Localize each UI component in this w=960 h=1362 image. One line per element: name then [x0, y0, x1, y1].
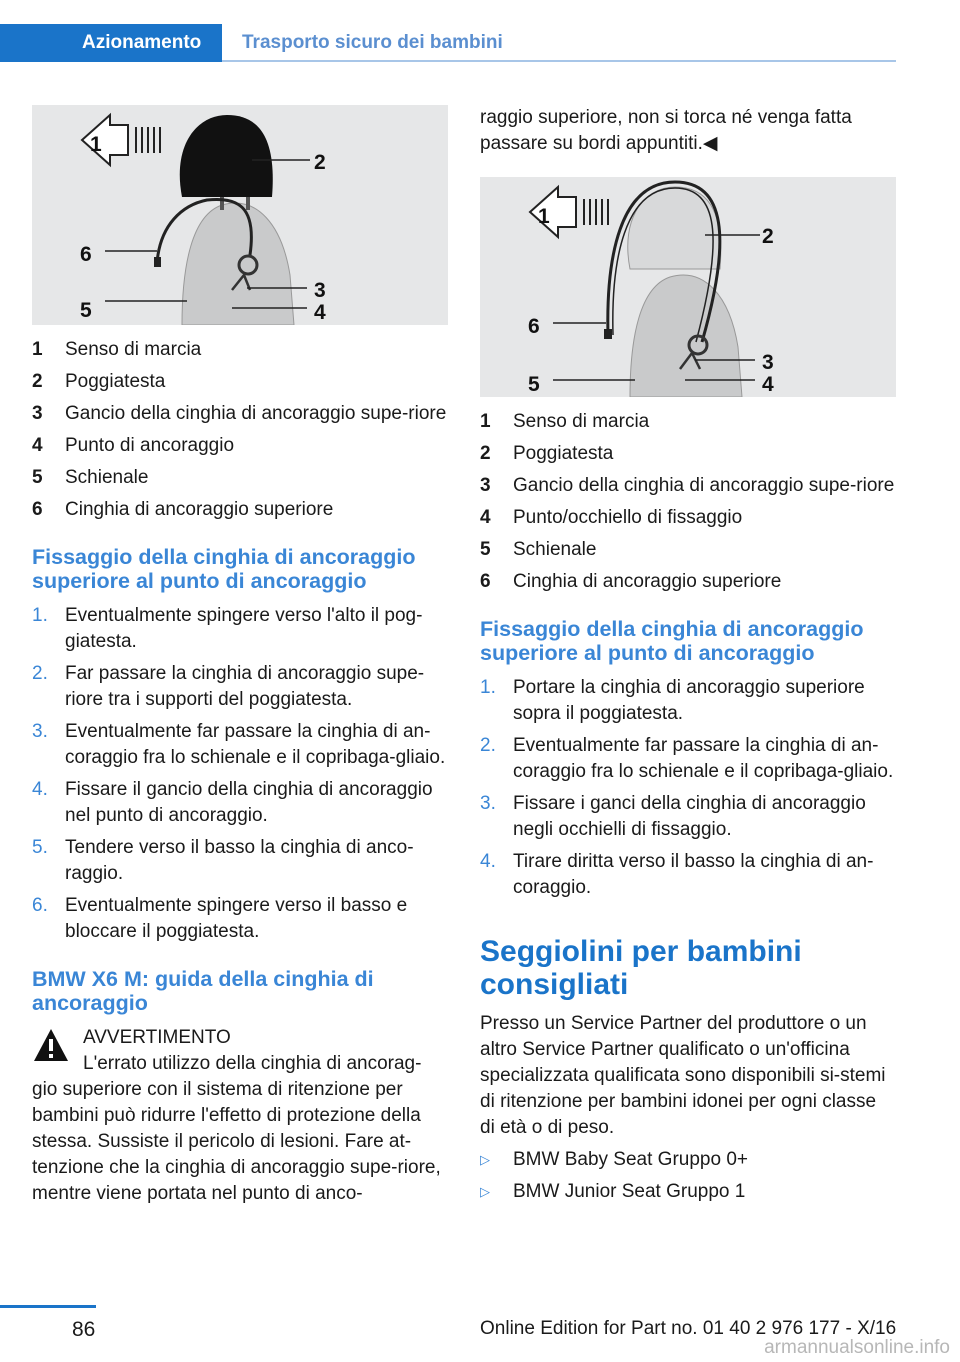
- procedure-steps: [32, 603, 448, 945]
- step-text: Fissare il gancio della cinghia di ancoraggio nel punto di ancoraggio.: [65, 779, 433, 826]
- step-item: [480, 791, 896, 843]
- step-item: [32, 603, 448, 655]
- step-number: 6.: [32, 895, 48, 916]
- legend-text: Senso di marcia: [65, 339, 202, 360]
- list-item-text: BMW Baby Seat Gruppo 0+: [513, 1149, 748, 1170]
- header-rule: [222, 60, 896, 62]
- continuation-text: raggio superiore, non si torca né venga fatta passare su bordi appuntiti.◀: [480, 107, 852, 154]
- step-text: Eventualmente far passare la cinghia di an-coraggio fra lo schienale e il copribaga-gliaio.: [513, 735, 894, 782]
- step-number: 3.: [32, 721, 48, 742]
- step-item: [32, 661, 448, 713]
- legend-text: Punto di ancoraggio: [65, 435, 235, 456]
- list-item-text: BMW Junior Seat Gruppo 1: [513, 1181, 746, 1202]
- list-item: [480, 1147, 896, 1173]
- left-column: [32, 105, 448, 1207]
- callout-2: 2: [762, 225, 774, 248]
- step-number: 2.: [480, 735, 496, 756]
- legend-number: 4: [32, 435, 43, 456]
- step-item: [480, 733, 896, 785]
- callout-3: 3: [762, 351, 774, 374]
- step-text: Eventualmente far passare la cinghia di an-coraggio fra lo schienale e il copribaga-gliaio.: [65, 721, 446, 768]
- step-item: [32, 719, 448, 771]
- callout-5: 5: [80, 299, 92, 322]
- legend-number: 5: [32, 467, 43, 488]
- list-item: [480, 1179, 896, 1205]
- legend-text: Cinghia di ancoraggio superiore: [65, 499, 334, 520]
- callout-5: 5: [528, 373, 540, 396]
- callout-1: 1: [90, 133, 102, 156]
- legend-item: [480, 505, 896, 531]
- legend-item: [32, 465, 448, 491]
- headrest-illustration-2: [480, 177, 896, 397]
- legend-item: [480, 441, 896, 467]
- callout-1: 1: [538, 205, 550, 228]
- legend-text: Gancio della cinghia di ancoraggio supe-riore: [65, 403, 447, 424]
- figure-1-legend: [32, 337, 448, 523]
- triangle-bullet-icon: ▷: [480, 1152, 490, 1167]
- legend-number: 3: [32, 403, 43, 424]
- callout-6: 6: [528, 315, 540, 338]
- section-title-child-seats: Seggiolini per bambini consigliati: [480, 935, 802, 1001]
- legend-number: 6: [480, 571, 491, 592]
- step-text: Fissare i ganci della cinghia di ancoraggio negli occhielli di fissaggio.: [513, 793, 866, 840]
- legend-text: Schienale: [513, 539, 597, 560]
- warning-text-first-line: L'errato utilizzo della cinghia di ancorag-: [83, 1053, 422, 1074]
- legend-item: [32, 497, 448, 523]
- warning-text: gio superiore con il sistema di ritenzione per bambini può ridurre l'effetto di protezione della stessa. Sussiste il pericolo di lesioni. Fare at-tenzione che la cinghia di ancoraggio supe-riore, mentre viene portata nel punto di anco-: [32, 1079, 441, 1204]
- legend-number: 1: [32, 339, 43, 360]
- right-column: [480, 105, 896, 1211]
- legend-text: Punto/occhiello di fissaggio: [513, 507, 743, 528]
- section-body: Presso un Service Partner del produttore o un altro Service Partner qualificato o un'officina specializzata qualificata sono disponibili si-stemi di ritenzione per bambini idonei per ogni classe di età o di peso.: [480, 1013, 886, 1138]
- legend-item: [480, 409, 896, 435]
- warning-block: [32, 1025, 448, 1207]
- section-heading-x6m-strap: BMW X6 M: guida della cinghia di ancoraggio: [32, 967, 374, 1015]
- callout-3: 3: [314, 279, 326, 302]
- watermark: armannualsonline.info: [764, 1337, 950, 1358]
- step-number: 1.: [32, 605, 48, 626]
- warning-triangle-icon: [32, 1027, 70, 1063]
- legend-text: Poggiatesta: [513, 443, 614, 464]
- legend-item: [480, 473, 896, 499]
- headrest-illustration-1: [32, 105, 448, 325]
- step-text: Tirare diritta verso il basso la cinghia di an-coraggio.: [513, 851, 874, 898]
- seat-list: [480, 1147, 896, 1205]
- callout-6: 6: [80, 243, 92, 266]
- legend-text: Cinghia di ancoraggio superiore: [513, 571, 782, 592]
- section-heading-anchor-fixing: Fissaggio della cinghia di ancoraggio superiore al punto di ancoraggio: [32, 545, 416, 593]
- step-item: [32, 835, 448, 887]
- edition-note: Online Edition for Part no. 01 40 2 976 177 - X/16: [480, 1318, 897, 1339]
- step-text: Eventualmente spingere verso l'alto il pog-giatesta.: [65, 605, 423, 652]
- step-item: [480, 675, 896, 727]
- step-item: [32, 777, 448, 829]
- legend-number: 6: [32, 499, 43, 520]
- procedure-steps-2: [480, 675, 896, 901]
- legend-number: 1: [480, 411, 491, 432]
- step-number: 3.: [480, 793, 496, 814]
- section-heading-anchor-fixing-2: Fissaggio della cinghia di ancoraggio superiore al punto di ancoraggio: [480, 617, 864, 665]
- legend-number: 4: [480, 507, 491, 528]
- warning-title: AVVERTIMENTO: [83, 1027, 231, 1048]
- legend-number: 3: [480, 475, 491, 496]
- step-number: 2.: [32, 663, 48, 684]
- figure-2-legend: [480, 409, 896, 595]
- legend-text: Poggiatesta: [65, 371, 166, 392]
- legend-text: Gancio della cinghia di ancoraggio supe-riore: [513, 475, 895, 496]
- step-item: [32, 893, 448, 945]
- step-text: Tendere verso il basso la cinghia di anco-raggio.: [65, 837, 414, 884]
- triangle-bullet-icon: ▷: [480, 1184, 490, 1199]
- headrest-strap-figure-2: [480, 177, 896, 397]
- step-number: 5.: [32, 837, 48, 858]
- legend-item: [32, 401, 448, 427]
- legend-number: 2: [32, 371, 43, 392]
- step-text: Portare la cinghia di ancoraggio superiore sopra il poggiatesta.: [513, 677, 865, 724]
- legend-text: Schienale: [65, 467, 149, 488]
- callout-4: 4: [762, 373, 774, 396]
- footer-rule: [0, 1305, 96, 1308]
- callout-2: 2: [314, 151, 326, 174]
- legend-item: [32, 369, 448, 395]
- header-section-tab: Azionamento: [0, 24, 222, 62]
- legend-number: 5: [480, 539, 491, 560]
- legend-item: [32, 433, 448, 459]
- step-number: 4.: [480, 851, 496, 872]
- legend-item: [480, 569, 896, 595]
- headrest-strap-figure-1: [32, 105, 448, 325]
- step-item: [480, 849, 896, 901]
- step-text: Far passare la cinghia di ancoraggio supe-riore tra i supporti del poggiatesta.: [65, 663, 425, 710]
- page-number: 86: [72, 1318, 96, 1341]
- step-text: Eventualmente spingere verso il basso e bloccare il poggiatesta.: [65, 895, 408, 942]
- callout-4: 4: [314, 301, 326, 324]
- header-chapter-title: Trasporto sicuro dei bambini: [242, 32, 503, 53]
- legend-number: 2: [480, 443, 491, 464]
- legend-item: [480, 537, 896, 563]
- step-number: 1.: [480, 677, 496, 698]
- legend-text: Senso di marcia: [513, 411, 650, 432]
- legend-item: [32, 337, 448, 363]
- step-number: 4.: [32, 779, 48, 800]
